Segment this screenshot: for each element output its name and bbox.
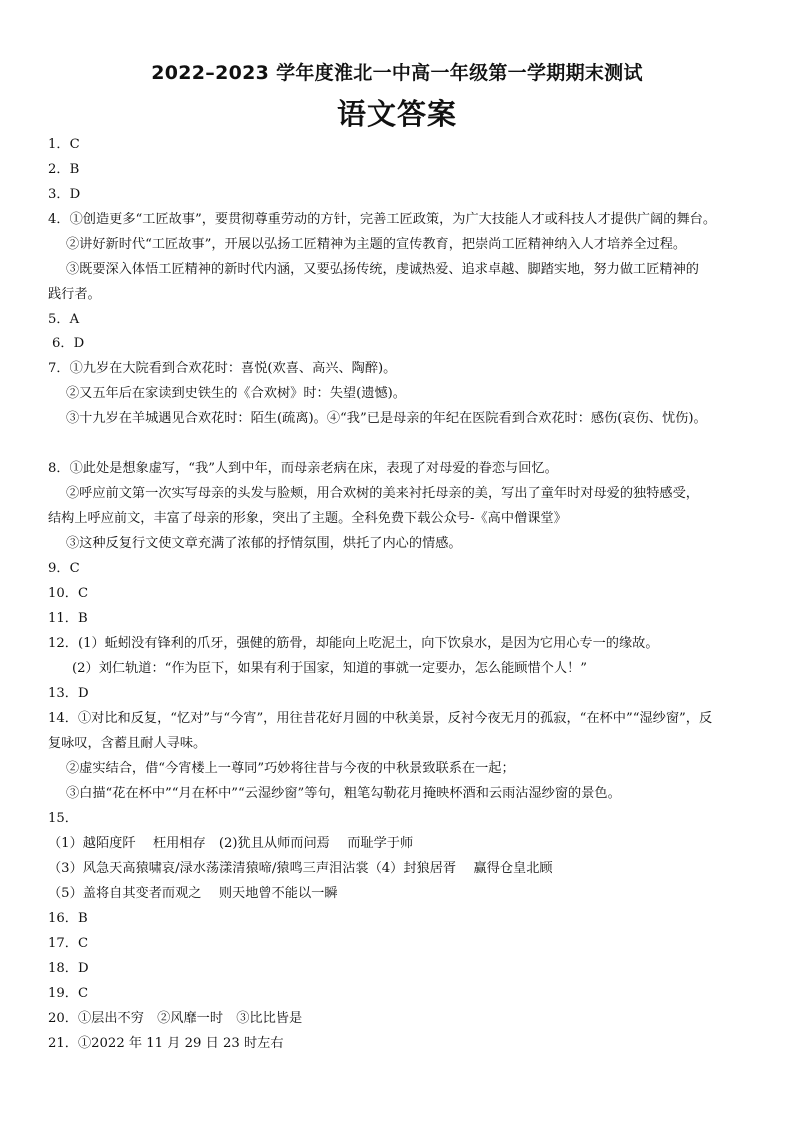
answer-line: ②虚实结合，借“今宵楼上一尊同”巧妙将往昔与今夜的中秋景致联系在一起； (66, 761, 515, 776)
answer-line: 13．D (48, 686, 89, 701)
answer-line: （1）越陌度阡 枉用相存 (2)犹且从师而问焉 而耻学于师 (48, 836, 414, 851)
answer-line: 4．①创造更多“工匠故事”，要贯彻尊重劳动的方针，完善工匠政策，为广大技能人才或科技人才提供广阔的舞台。 (48, 212, 717, 227)
answer-line: (2）刘仁轨道：“作为臣下，如果有利于国家，知道的事就一定要办，怎么能顾惜个人！” (72, 661, 587, 676)
answer-line: 11．B (48, 611, 88, 626)
answer-line: ③十九岁在羊城遇见合欢花时：陌生(疏离)。④“我”已是母亲的年纪在医院看到合欢花时：感伤(哀伤、忧伤)。 (66, 411, 707, 426)
answer-line: 21．①2022 年 11 月 29 日 23 时左右 (48, 1036, 284, 1051)
answer-line: （5）盖将自其变者而观之 则天地曾不能以一瞬 (48, 886, 338, 901)
answer-line: 16．B (48, 911, 88, 926)
answer-line: 17．C (48, 936, 89, 951)
answer-line: ②又五年后在家读到史铁生的《合欢树》时：失望(遗憾)。 (66, 386, 406, 401)
answer-line: 20．①层出不穷 ②风靡一时 ③比比皆是 (48, 1011, 303, 1026)
answer-line: 6．D (52, 336, 85, 351)
answer-line: 7．①九岁在大院看到合欢花时：喜悦(欢喜、高兴、陶醉)。 (48, 361, 397, 376)
answer-line: 1．C (48, 137, 80, 152)
answer-line: 8．①此处是想象虚写，“我”人到中年，而母亲老病在床，表现了对母爱的眷恋与回忆。 (48, 461, 558, 476)
answer-line: ②讲好新时代“工匠故事”，开展以弘扬工匠精神为主题的宣传教育，把崇尚工匠精神纳入人才培养全过程。 (66, 237, 687, 252)
document-subtitle: 语文答案 (336, 97, 457, 131)
answer-line: 18．D (48, 961, 89, 976)
answer-line: （3）风急天高猿啸哀/渌水荡漾清猿啼/猿鸣三声泪沾裳（4）封狼居胥 赢得仓皇北顾 (48, 861, 553, 876)
answer-line: 5．A (48, 312, 80, 327)
answer-line: 14．①对比和反复，“忆对”与“今宵”，用往昔花好月圆的中秋美景，反衬今夜无月的孤寂，“在杯中”“湿纱窗”，反 (48, 711, 713, 726)
answer-line: 12．(1）蚯蚓没有锋利的爪牙，强健的筋骨，却能向上吃泥土，向下饮泉水，是因为它用心专一的缘故。 (48, 636, 659, 651)
answer-line: 复咏叹，含蓄且耐人寻味。 (48, 736, 207, 751)
answer-line: ②呼应前文第一次实写母亲的头发与脸颊，用合欢树的美来衬托母亲的美，写出了童年时对母爱的独特感受， (66, 486, 699, 501)
answer-line: 3．D (48, 187, 81, 202)
document-title: 2022–2023 学年度淮北一中高一年级第一学期期末测试 (151, 62, 643, 84)
answer-line: 19．C (48, 986, 89, 1001)
answer-line: ③既要深入体悟工匠精神的新时代内涵，又要弘扬传统，虔诚热爱、追求卓越、脚踏实地，努力做工匠精神的 (66, 262, 699, 277)
answer-line: ③这种反复行文使文章充满了浓郁的抒情氛围，烘托了内心的情感。 (66, 536, 462, 551)
answer-line: ③白描“花在杯中”“月在杯中”“云湿纱窗”等句，粗笔勾勒花月掩映杯酒和云雨沾湿纱窗的景色。 (66, 786, 621, 801)
answer-line: 结构上呼应前文，丰富了母亲的形象，突出了主题。全科免费下载公众号-《高中僧课堂》 (48, 511, 567, 526)
answer-line: 10．C (48, 586, 89, 601)
answer-line: 2．B (48, 162, 80, 177)
answer-line: 15． (48, 811, 78, 826)
answer-line: 践行者。 (48, 287, 101, 302)
answer-line: 9．C (48, 561, 80, 576)
